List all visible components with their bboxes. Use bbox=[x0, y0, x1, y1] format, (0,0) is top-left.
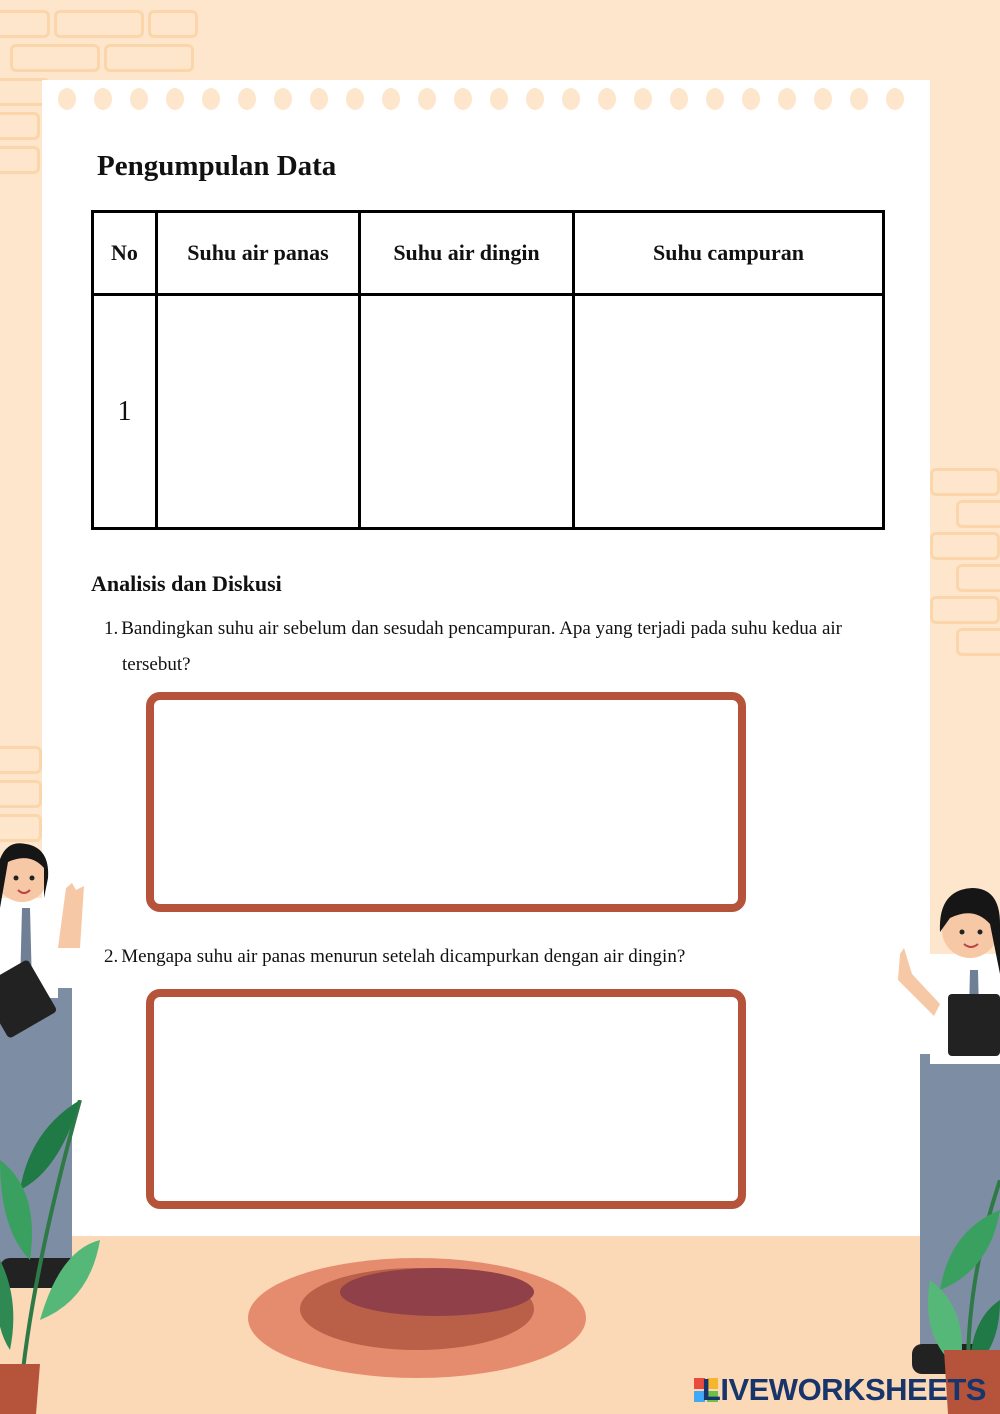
header-hot-water: Suhu air panas bbox=[157, 212, 360, 295]
row-number: 1 bbox=[93, 295, 157, 529]
cell-cold-water-input[interactable] bbox=[360, 295, 574, 529]
table-header-row bbox=[93, 212, 884, 295]
answer-box-2[interactable] bbox=[146, 989, 746, 1209]
question-number: 1. bbox=[104, 618, 119, 639]
question-text: Mengapa suhu air panas menurun setelah dicampurkan dengan air dingin? bbox=[121, 946, 686, 967]
cell-hot-water-input[interactable] bbox=[157, 295, 360, 529]
question-text: Bandingkan suhu air sebelum dan sesudah pencampuran. Apa yang terjadi pada suhu kedua air bbox=[121, 618, 842, 639]
question-1-continuation: tersebut? bbox=[122, 654, 191, 675]
page-title: Pengumpulan Data bbox=[97, 150, 337, 182]
header-mixture: Suhu campuran bbox=[574, 212, 884, 295]
question-2 bbox=[104, 939, 894, 975]
analysis-heading: Analisis dan Diskusi bbox=[91, 571, 282, 596]
question-1 bbox=[104, 611, 894, 647]
paper-perforation bbox=[58, 82, 918, 112]
header-no: No bbox=[93, 212, 157, 295]
liveworksheets-brand[interactable]: LIVEWORKSHEETS bbox=[701, 1372, 986, 1407]
cell-mixture-input[interactable] bbox=[574, 295, 884, 529]
table-row bbox=[93, 295, 884, 529]
header-cold-water: Suhu air dingin bbox=[360, 212, 574, 295]
rug-shadow bbox=[340, 1268, 534, 1316]
plant-left-illustration bbox=[0, 1100, 110, 1414]
data-table bbox=[91, 210, 885, 530]
question-number: 2. bbox=[104, 946, 119, 967]
answer-box-1[interactable] bbox=[146, 692, 746, 912]
brick-wall-right bbox=[930, 460, 1000, 660]
